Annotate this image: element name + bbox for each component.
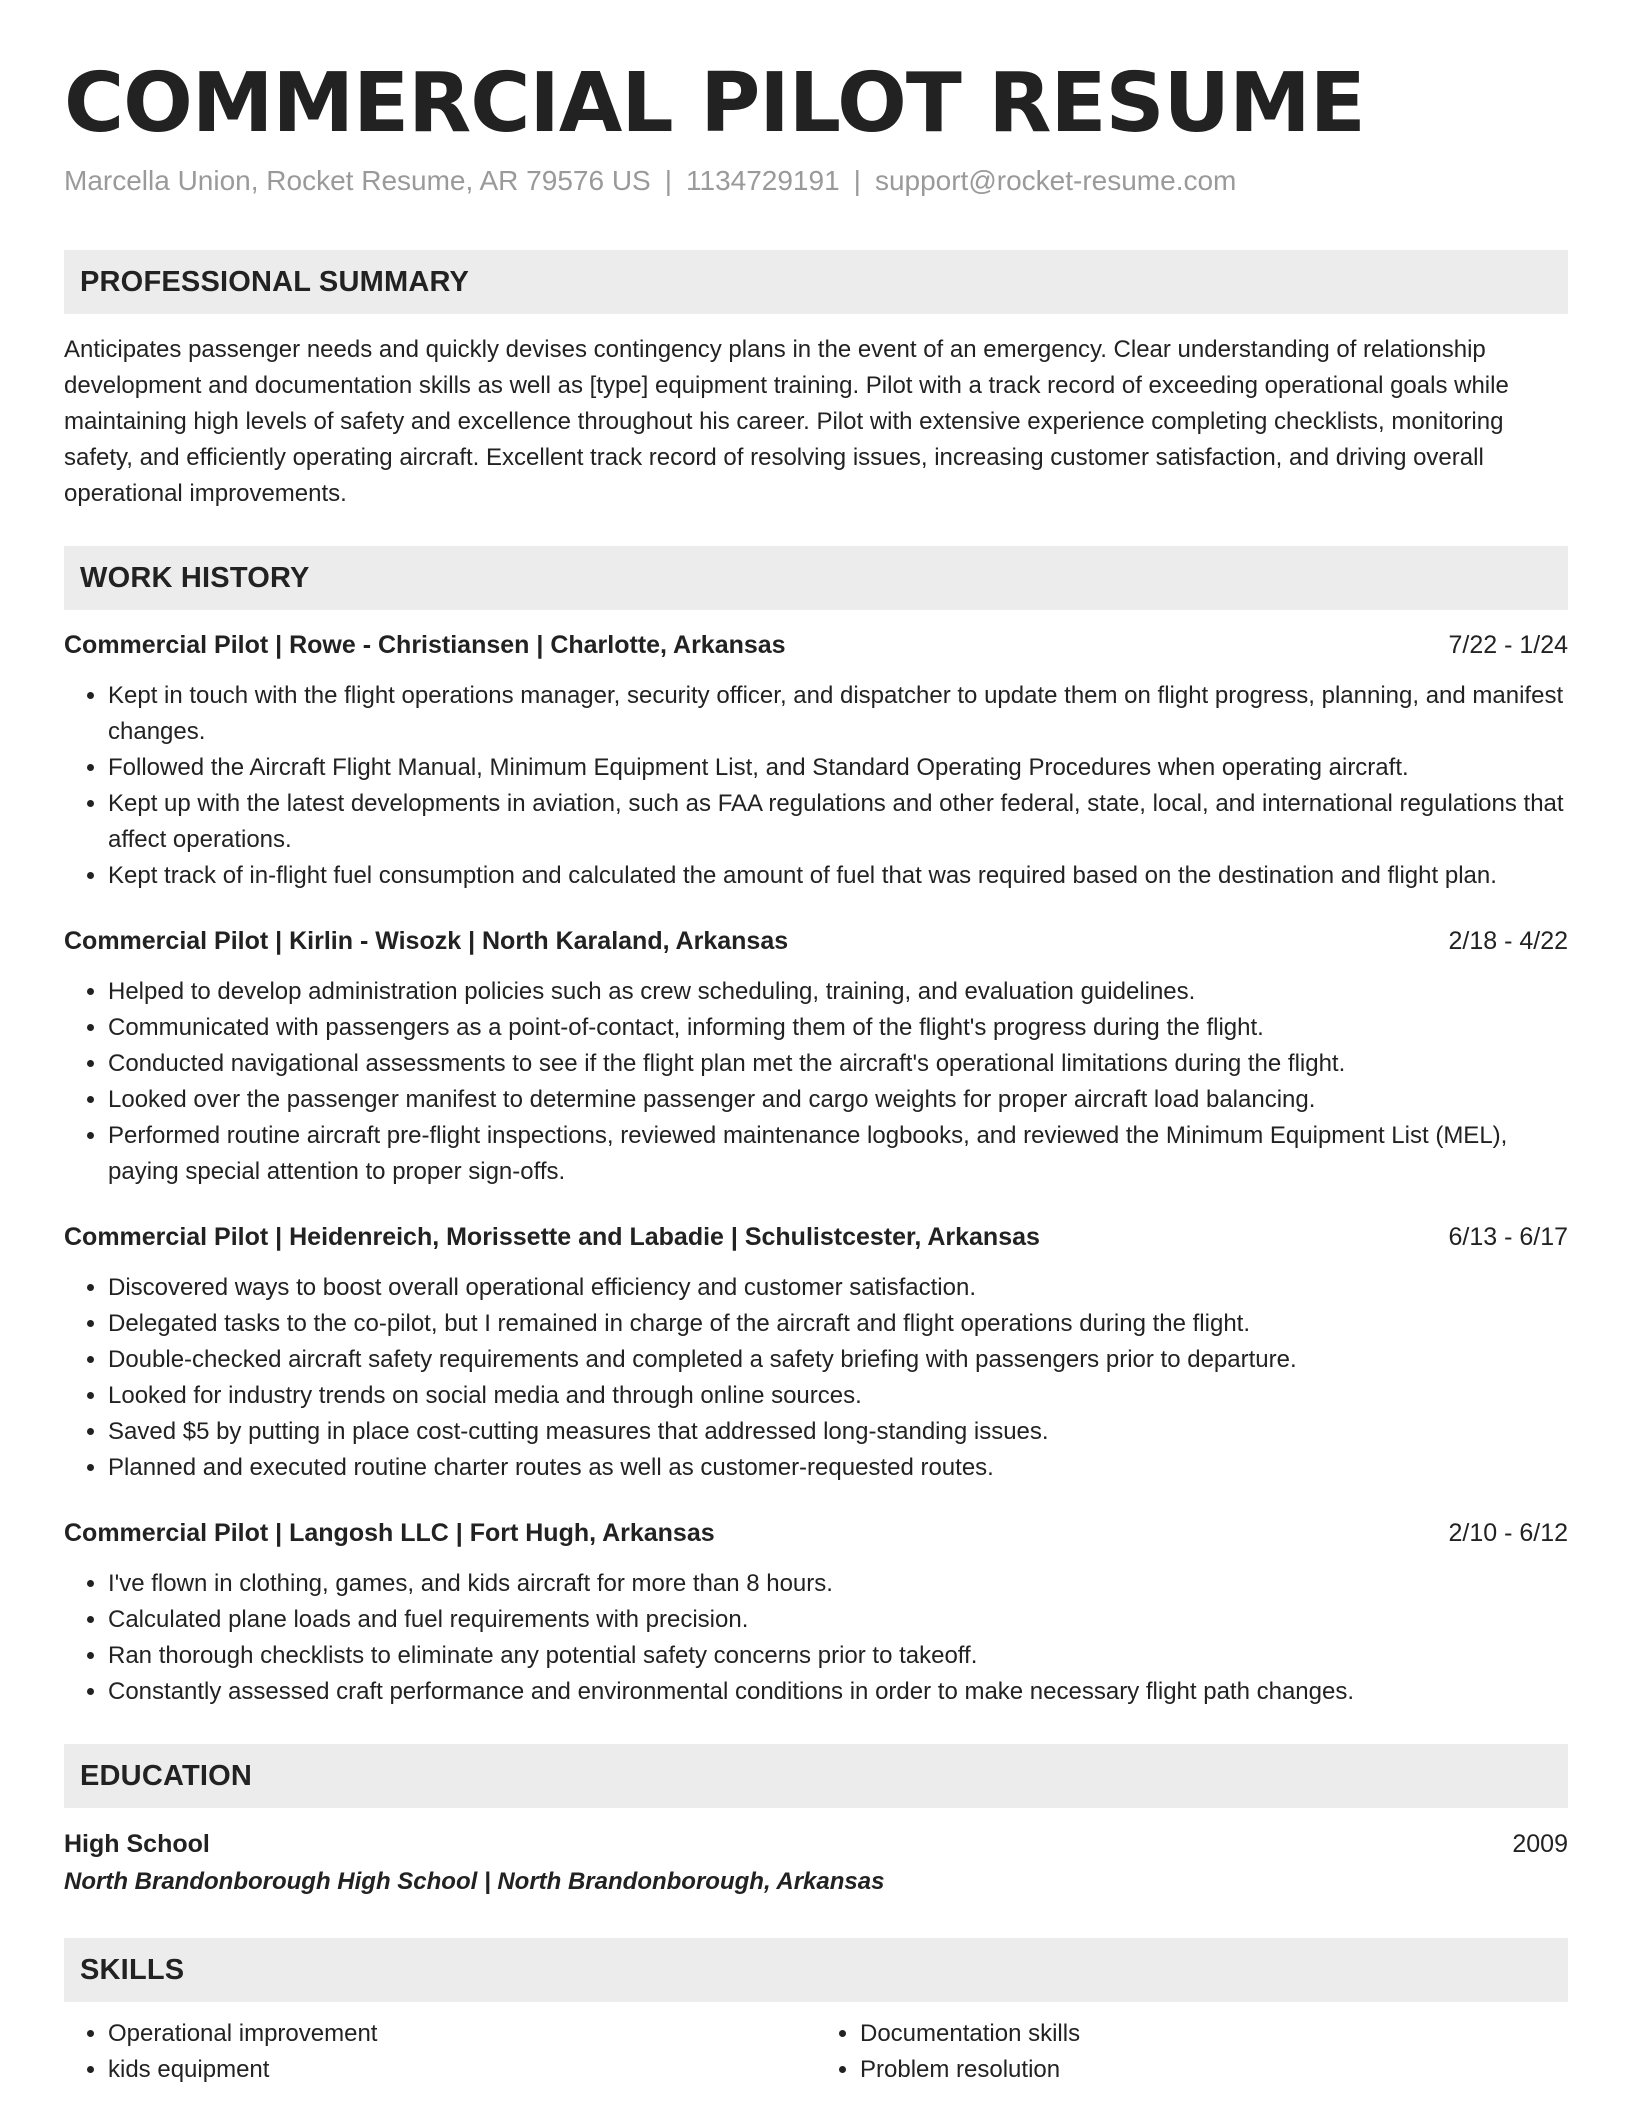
education-school: North Brandonborough High School | North Brandonborough, Arkansas <box>64 1868 885 1895</box>
job-bullet: • Helped to develop administration policies such as crew scheduling, training, and evaluation guidelines. <box>108 974 1568 1010</box>
section-heading-education: EDUCATION <box>64 1744 1568 1808</box>
job-dates: 2/18 - 4/22 <box>1448 927 1568 955</box>
section-heading-skills: SKILLS <box>64 1938 1568 2002</box>
job-bullet: • Communicated with passengers as a point-of-contact, informing them of the flight's progress during the flight. <box>108 1010 1568 1046</box>
job-bullet: • Performed routine aircraft pre-flight inspections, reviewed maintenance logbooks, and reviewed the Minimum Equipment List (MEL), paying special attention to proper sign-offs. <box>108 1118 1568 1190</box>
job-bullet: • Looked over the passenger manifest to determine passenger and cargo weights for proper aircraft load balancing. <box>108 1082 1568 1118</box>
summary-text: Anticipates passenger needs and quickly devises contingency plans in the event of an emergency. Clear understanding of relationship development and documentation skills as well as [type] equipment training. Pilot with a track record of exceeding operational goals while maintaining high levels of safety and excellence throughout his career. Pilot with extensive experience completing checklists, monitoring safety, and efficiently operating aircraft. Excellent track record of resolving issues, increasing customer satisfaction, and driving overall operational improvements. <box>64 336 1509 507</box>
skill-item: • Operational improvement <box>108 2016 816 2052</box>
skill-item: • kids equipment <box>108 2052 816 2088</box>
education-entry <box>64 1826 1568 1900</box>
job-bullets <box>64 1566 1568 1710</box>
job-bullet: • Planned and executed routine charter routes as well as customer-requested routes. <box>108 1450 1568 1486</box>
job-bullet: • Delegated tasks to the co-pilot, but I remained in charge of the aircraft and flight operations during the flight. <box>108 1306 1568 1342</box>
job-bullet: • Calculated plane loads and fuel requirements with precision. <box>108 1602 1568 1638</box>
job-bullets <box>64 1270 1568 1486</box>
job-bullets <box>64 974 1568 1190</box>
contact-separator: | <box>664 165 672 196</box>
job-bullet: • Discovered ways to boost overall operational efficiency and customer satisfaction. <box>108 1270 1568 1306</box>
job-bullet: • Constantly assessed craft performance and environmental conditions in order to make necessary flight path changes. <box>108 1674 1568 1710</box>
section-heading-work-history: WORK HISTORY <box>64 546 1568 610</box>
job-bullet: • Saved $5 by putting in place cost-cutting measures that addressed long-standing issues. <box>108 1414 1568 1450</box>
contact-address: Marcella Union, Rocket Resume, AR 79576 US <box>64 165 651 196</box>
job-bullet: • Kept up with the latest developments in aviation, such as FAA regulations and other federal, state, local, and international regulations that affect operations. <box>108 786 1568 858</box>
education-degree: High School <box>64 1830 210 1858</box>
job-entry <box>64 628 1568 894</box>
job-bullet: • Kept track of in-flight fuel consumption and calculated the amount of fuel that was required based on the destination and flight plan. <box>108 858 1568 894</box>
job-dates: 2/10 - 6/12 <box>1448 1519 1568 1547</box>
job-entry <box>64 1220 1568 1486</box>
contact-line <box>64 162 1568 200</box>
contact-phone: 1134729191 <box>686 165 840 196</box>
job-bullet: • Ran thorough checklists to eliminate any potential safety concerns prior to takeoff. <box>108 1638 1568 1674</box>
education-year: 2009 <box>1512 1830 1568 1858</box>
contact-separator: | <box>853 165 861 196</box>
job-bullet: • Followed the Aircraft Flight Manual, Minimum Equipment List, and Standard Operating Procedures when operating aircraft. <box>108 750 1568 786</box>
job-bullet: • Looked for industry trends on social media and through online sources. <box>108 1378 1568 1414</box>
job-title: Commercial Pilot | Langosh LLC | Fort Hugh, Arkansas <box>64 1519 715 1547</box>
contact-email: support@rocket-resume.com <box>874 165 1237 196</box>
job-dates: 6/13 - 6/17 <box>1448 1223 1568 1251</box>
job-bullet: • Kept in touch with the flight operations manager, security officer, and dispatcher to update them on flight progress, planning, and manifest changes. <box>108 678 1568 750</box>
job-bullet: • Conducted navigational assessments to see if the flight plan met the aircraft's operational limitations during the flight. <box>108 1046 1568 1082</box>
job-bullet: • Double-checked aircraft safety requirements and completed a safety briefing with passengers prior to departure. <box>108 1342 1568 1378</box>
skill-item: • Documentation skills <box>860 2016 1568 2052</box>
job-title: Commercial Pilot | Kirlin - Wisozk | North Karaland, Arkansas <box>64 927 789 955</box>
section-heading-summary: PROFESSIONAL SUMMARY <box>64 250 1568 314</box>
job-bullet: • I've flown in clothing, games, and kids aircraft for more than 8 hours. <box>108 1566 1568 1602</box>
job-entry <box>64 924 1568 1190</box>
resume-title: COMMERCIAL PILOT RESUME <box>64 56 1365 151</box>
skills-list <box>64 2016 1568 2088</box>
job-title: Commercial Pilot | Heidenreich, Morissette and Labadie | Schulistcester, Arkansas <box>64 1223 1040 1251</box>
skills-column-right <box>816 2016 1568 2088</box>
job-entry <box>64 1516 1568 1710</box>
job-bullets <box>64 678 1568 894</box>
job-dates: 7/22 - 1/24 <box>1448 631 1568 659</box>
job-title: Commercial Pilot | Rowe - Christiansen | Charlotte, Arkansas <box>64 631 786 659</box>
skill-item: • Problem resolution <box>860 2052 1568 2088</box>
skills-column-left <box>64 2016 816 2088</box>
